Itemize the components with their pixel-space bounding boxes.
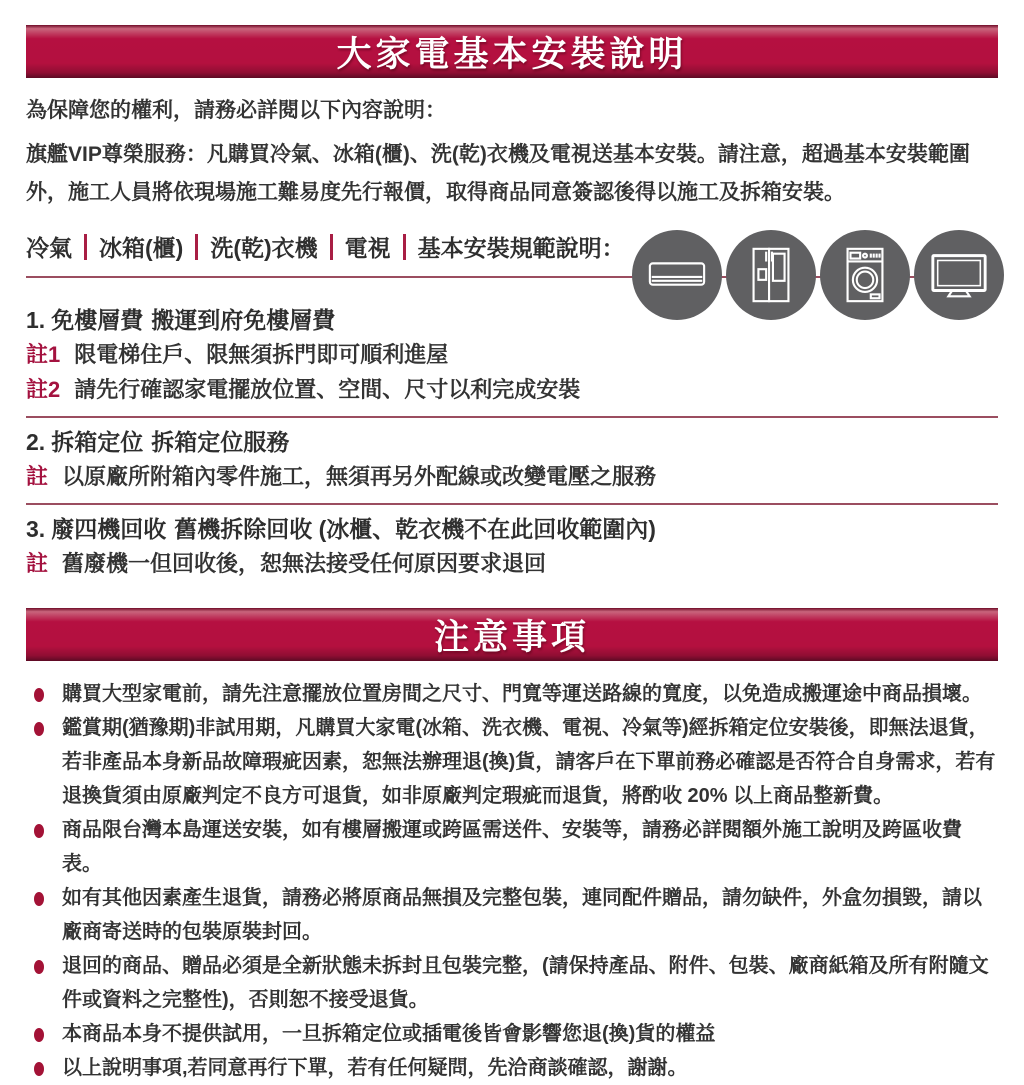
notice-text: 購買大型家電前，請先注意擺放位置房間之尺寸、門寬等運送路線的寬度，以免造成搬運途中商品損壞。 <box>62 683 982 705</box>
notice-text: 如有其他因素產生退貨，請務必將原商品無損及完整包裝，連同配件贈品，請勿缺件，外盒勿損毀，請以廠商寄送時的包裝原裝封回。 <box>62 887 982 943</box>
notice-item <box>26 1051 998 1085</box>
bullet-icon <box>34 960 44 974</box>
notice-item <box>26 949 998 1017</box>
notice-text: 商品限台灣本島運送安裝，如有樓層搬運或跨區需送件、安裝等，請務必詳閱額外施工說明及跨區收費表。 <box>62 819 962 875</box>
note-label: 註1 <box>26 342 61 367</box>
notice-banner <box>26 608 998 661</box>
category-tv: 電視 <box>344 235 391 261</box>
main-banner <box>26 25 998 78</box>
bullet-icon <box>34 824 44 838</box>
note-text: 限電梯住戶、限無須拆門即可順利進屋 <box>74 342 449 367</box>
notice-text: 以上說明事項,若同意再行下單，若有任何疑問，先洽商談確認，謝謝。 <box>62 1057 688 1079</box>
section-title-bold: 拆箱定位 <box>51 429 144 455</box>
category-rules-label: 基本安裝規範說明： <box>417 235 625 261</box>
section-subtitle: 拆箱定位服務 <box>151 429 290 455</box>
bullet-icon <box>34 892 44 906</box>
notice-banner-title: 注意事項 <box>433 617 590 657</box>
section-number: 1. <box>26 307 46 333</box>
bullet-icon <box>34 1028 44 1042</box>
intro-line: 為保障您的權利，請務必詳閱以下內容說明： <box>26 99 446 122</box>
notice-item <box>26 813 998 881</box>
refrigerator-icon <box>726 230 816 320</box>
category-washer: 洗(乾)衣機 <box>210 235 318 261</box>
note-label: 註 <box>26 551 49 576</box>
page-title: 大家電基本安裝說明 <box>336 34 688 74</box>
note-row <box>26 373 998 406</box>
section-number: 2. <box>26 429 46 455</box>
appliance-icons <box>632 230 1004 320</box>
note-row <box>26 460 998 493</box>
notice-text: 鑑賞期(猶豫期)非試用期，凡購買大家電(冰箱、洗衣機、電視、冷氣等)經拆箱定位安裝後，即無法退貨，若非產品本身新品故障瑕疵因素，恕無法辦理退(換)貨，請客戶在下單前務必確認是否符合自身需求，若有退換貨須由原廠判定不良方可退貨，如非原廠判定瑕疵而退貨，將酌收 20% 以上商品整新費。 <box>62 717 996 807</box>
bullet-icon <box>34 688 44 702</box>
bullet-icon <box>34 722 44 736</box>
separator <box>195 234 198 260</box>
separator <box>84 234 87 260</box>
note-row <box>26 547 998 580</box>
category-header <box>26 230 998 296</box>
category-fridge: 冰箱(櫃) <box>99 235 184 261</box>
tv-icon <box>914 230 1004 320</box>
notice-text: 退回的商品、贈品必須是全新狀態未拆封且包裝完整，(請保持產品、附件、包裝、廠商紙箱及所有附隨文件或資料之完整性)，否則恕不接受退貨。 <box>62 955 989 1011</box>
vip-service-paragraph: 旗艦VIP尊榮服務：凡購買冷氣、冰箱(櫃)、洗(乾)衣機及電視送基本安裝。請注意，超過基本安裝範圍外，施工人員將依現場施工難易度先行報價，取得商品同意簽認後得以施工及拆箱安裝。 <box>26 143 970 204</box>
section-title-bold: 免樓層費 <box>51 307 144 333</box>
bullet-icon <box>34 1062 44 1076</box>
section-unbox-positioning <box>26 418 998 493</box>
separator <box>330 234 333 260</box>
notice-item <box>26 881 998 949</box>
section-title <box>26 513 998 545</box>
section-subtitle: 搬運到府免樓層費 <box>151 307 336 333</box>
note-text: 以原廠所附箱內零件施工，無須再另外配線或改變電壓之服務 <box>62 464 657 489</box>
note-text: 請先行確認家電擺放位置、空間、尺寸以利完成安裝 <box>74 377 581 402</box>
notice-text: 本商品本身不提供試用，一旦拆箱定位或插電後皆會影響您退(換)貨的權益 <box>62 1023 716 1045</box>
notice-item <box>26 1017 998 1051</box>
separator <box>403 234 406 260</box>
washing-machine-icon <box>820 230 910 320</box>
installation-notice-page <box>0 25 1024 1079</box>
section-title <box>26 426 998 458</box>
section-old-appliance-recycle <box>26 505 998 590</box>
section-number: 3. <box>26 516 46 542</box>
note-row <box>26 338 998 371</box>
category-aircon: 冷氣 <box>26 235 72 261</box>
notice-item <box>26 711 998 813</box>
note-text: 舊廢機一但回收後，恕無法接受任何原因要求退回 <box>62 551 547 576</box>
note-label: 註2 <box>26 377 61 402</box>
air-conditioner-icon <box>632 230 722 320</box>
section-title-bold: 廢四機回收 <box>51 516 167 542</box>
note-label: 註 <box>26 464 49 489</box>
notice-item <box>26 677 998 711</box>
section-subtitle: 舊機拆除回收 (冰櫃、乾衣機不在此回收範圍內) <box>174 516 656 542</box>
